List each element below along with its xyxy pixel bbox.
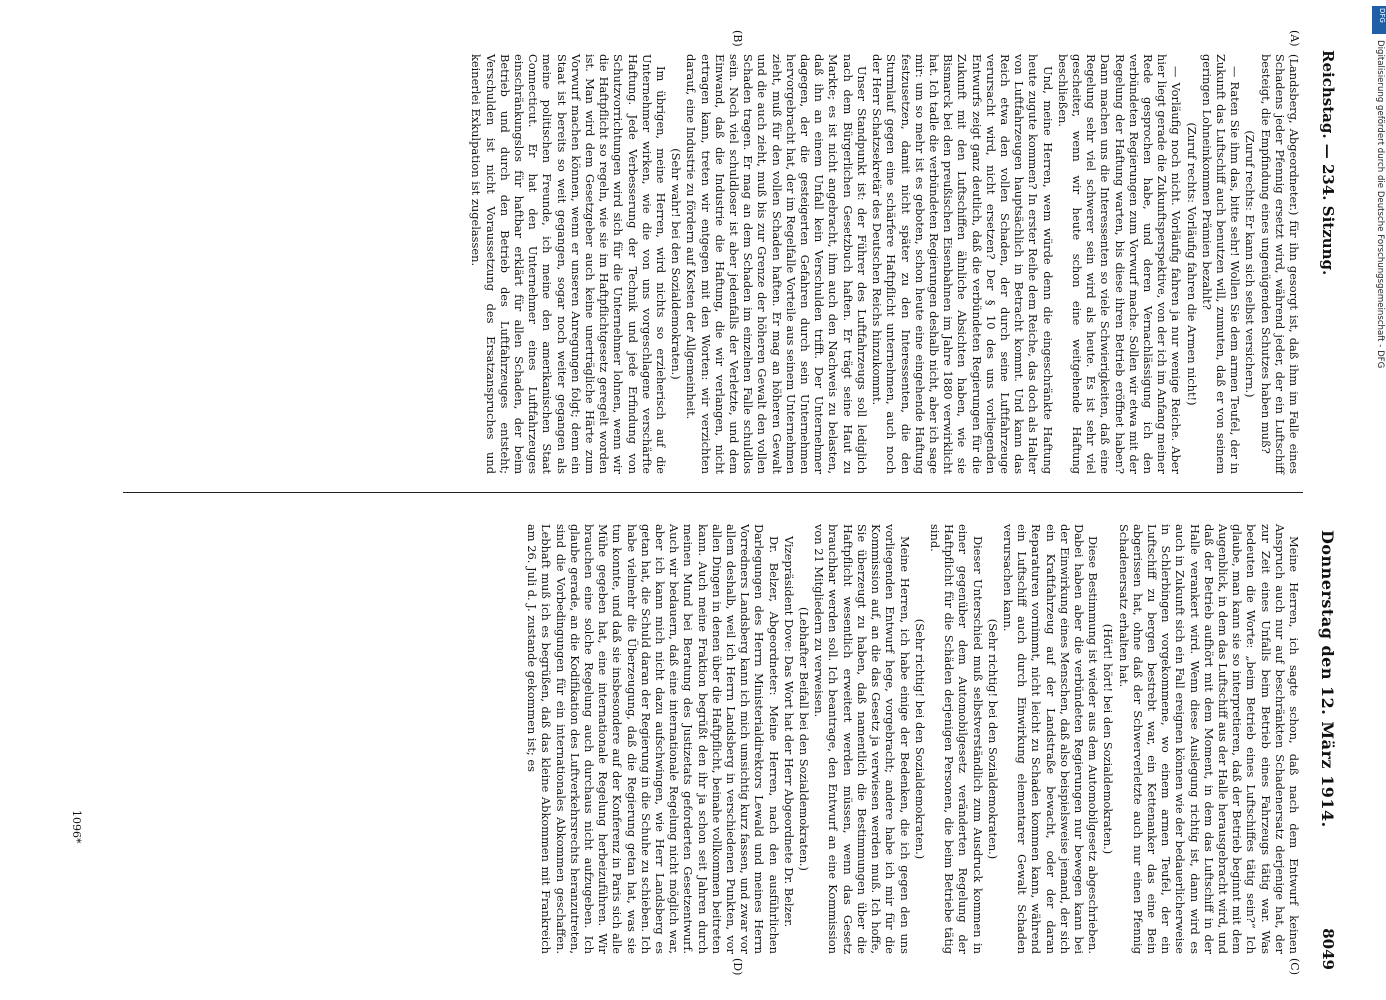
digitization-note xyxy=(1372,6,1386,726)
margin-mark-d: (D) xyxy=(731,958,744,976)
paragraph: — Vorläufig noch nicht. Vorläufig fahren ja nur wenige Reiche. Aber hier liegt gerade die Zukunftsperspektive, von der ich im Anfang meiner Rede gesprochen habe, und deren Vernachlässigung ich den verbündeten Regierungen zum Vorwurf mache. Sollen wir etwa mit der Regelung der Haftung warten, bis diese ihren Betrieb eröffnet haben? Dann machen uns die Interessenten so viele Schwierigkeiten, daß eine Regelung sehr viel schwerer sein wird als heute. Es ist sehr viel gescheiter, wenn wir heute schon eine weitgehende Haftung beschließen. xyxy=(1055,54,1184,474)
margin-mark-b: (B) xyxy=(731,30,744,47)
left-column xyxy=(83,54,1301,474)
right-column xyxy=(83,524,1301,954)
page-number: 8049 xyxy=(1319,928,1337,970)
interjection: (Zuruf rechts: Er kann sich selbst versichern.) xyxy=(1243,130,1258,398)
margin-mark-c: (C) xyxy=(1288,958,1301,975)
paragraph: Und, meine Herren, wem würde denn die eingeschränkte Haftung heute zugute kommen? In erster Reihe dem Reiche, das doch als Halter von Luftfahrzeugen hauptsächlich in Betracht kommt. Und kann das Reich etwa den vollen Schaden, der durch seine Luftfahrzeuge verursacht wird, nicht ersetzen? Der § 10 des uns vorliegenden Entwurfs zeigt ganz deutlich, daß die verbündeten Regierungen für die Zukunft mit den Luftschiffen ähnliche Absichten haben, wie sie Bismarck bei den preußischen Eisenbahnen im Jahre 1880 verwirklicht hat. Ich tadle die verbündeten Regierungen deshalb nicht, aber ich sage mir: um so mehr ist es geboten, schon heute eine eingehende Haftung festzusetzen, damit nicht später zu den Interessenten, die den Sturmlauf gegen eine schärfere Haftpflicht unternehmen, auch noch der Herr Schatzsekretär des Deutschen Reichs hinzukommt. xyxy=(870,54,1055,474)
paragraph: Diese Bestimmung ist wieder aus dem Automobilgesetz abgeschrieben. Dabei haben aber die verbündeten Regierungen nur bewegen kann bei der Einwirkung eines Menschen, daß also beispielsweise jemand, der sich ein Kraftfahrzeug auf der Landstraße bewacht, oder der daran Reparaturen vornimmt, nicht leicht zu Schaden kommen kann, während ein Luftschiff auch durch Einwirkung elementarer Gewalt Schaden verursachen kann. xyxy=(1000,524,1101,954)
paragraph: Unser Standpunkt ist: der Führer des Luftfahrzeugs soll lediglich nach dem Bürgerlichen Gesetzbuch haften. Er trägt seine Haut zu Markte; es ist nicht angebracht, ihm auch den Nachweis zu belasten, daß ihn an einem Unfall kein Verschulden trifft. Der Unternehmer dagegen, der die gesteigerten Gefahren durch sein Unternehmen hervorgebracht hat, der im Regelfalle Vorteile aus seinem Unternehmen zieht, muß für den vollen Schaden haften. Er mag an höheren Gewalt und die auch zieht, muß bis zur Grenze der höheren Gewalt den vollen Schaden tragen. Er mag an dem Schaden im einzelnen Falle schuldlos sein. Noch viel schuldloser ist aber jedenfalls der Verletzte, und dem Einwand, daß die Industrie die Haftung, die wir verlangen, nicht ertragen kann, treten wir entgegen mit den Worten: wir verzichten darauf, eine Industrie zu fördern auf Kosten der Allgemeinheit. xyxy=(684,54,869,474)
paragraph: Meine Herren, ich habe einige der Bedenken, die ich gegen den uns vorliegenden Entwurf hege, vorgebracht; andere habe ich mir für die Kommission auf, an die das Gesetz ja verwiesen werden muß. Ich hoffe, Sie überzeugt zu haben, daß namentlich die Bestimmungen über die Haftpflicht wesentlich erweitert werden müssen, wenn das Gesetz brauchbar werden soll. Ich beantrage, den Entwurf an eine Kommission von 21 Mitgliedern zu verweisen. xyxy=(812,524,912,954)
column-divider xyxy=(123,492,1303,493)
interjection: (Sehr richtig! bei den Sozialdemokraten.) xyxy=(985,618,1000,860)
paragraph: Dr. Belzer, Abgeordneter: Meine Herren, nach den ausführlichen Darlegungen des Herrn Ministerialdirektors Lewald und meines Herrn Vorredners Landsberg kann ich mich umsichtig kurz fassen, und zwar vor allem deshalb, weil ich Herrn Landsberg in verschiedenen Punkten, vor allen Dingen in denen über die Haftpflicht, beinahe vollkommen beitreten kann. Auch meine Fraktion begrüßt den ihr ja schon seit Jahren durch meinen Mund bei Beratung des Justizetats geforderten Gesetzentwurf. Auch wir bedauern, daß eine internationale Regelung nicht möglich war, aber ich kann mich nicht dazu aufschwingen, wie Herr Landsberg es getan hat, die Schuld daran der Regierung in die Schuhe zu schieben. Ich habe vielmehr die Überzeugung, daß die Regierung getan hat, was sie tun konnte, und daß sie insbesondere auf der Konferenz in Paris sich alle Mühe gegeben hat, eine internationale Regelung herbeizuführen. Wir brauchen eine solche Regelung auch durchaus nicht aufzugeben. Ich glaube gerade, an die Kodifikation des Luftverkehrsrechts heranzutreten, sind die Vorbedingungen für ein internationales Abkommen geschaffen. Lebhaft muß ich es begrüßen, daß das kleine Abkommen mit Frankreich am 26. Juli d. J. zustande gekommen ist; es xyxy=(525,524,781,954)
digitization-credit-text: Digitalisierung gefördert durch die Deutsche Forschungsgemeinschaft - DFG xyxy=(1375,40,1385,369)
margin-mark-a: (A) xyxy=(1288,30,1301,47)
header-date: Donnerstag den 12. März 1914. xyxy=(1318,530,1337,828)
paragraph: Dieser Unterschied muß selbstverständlich zum Ausdruck kommen in einer gegenüber dem Automobilgesetz veränderten Regelung der Haftpflicht für die Schäden derjenigen Personen, die beim Betriebe tätig sind. xyxy=(927,524,985,954)
paragraph: Vizepräsident Dove: Das Wort hat der Herr Abgeordnete Dr. Belzer. xyxy=(781,536,796,928)
page-footer-signature: 1096* xyxy=(70,810,83,844)
page-header xyxy=(1305,30,1339,970)
paragraph: — Raten Sie ihm das, bitte sehr! Wollen Sie dem armen Teufel, der in Zukunft das Luftschiff auch benutzen will, zumuten, daß er von seinem geringen Lohneinkommen Prämien bezahlt? xyxy=(1199,54,1243,474)
interjection: (Sehr richtig! bei den Sozialdemokraten.) xyxy=(912,618,927,860)
paragraph: Meine Herren, ich sagte schon, daß nach dem Entwurf keinen Anspruch auch nur auf beschränkten Schadenersatz derjenige hat, der zur Zeit eines Unfalls beim Betrieb eines Fahrzeugs tätig war. Was bedeuten die Worte: „beim Betrieb eines Luftschiffes tätig sein?“ Ich glaube, man kann sie so interpretieren, daß der Betrieb beginnt mit dem Augenblick, in dem das Luftschiff aus der Halle herausgebracht wird, und daß der Betrieb aufhört mit dem Moment, in dem das Luftschiff in der Halle verankert wird. Wenn diese Auslegung richtig ist, dann wird es auch in Zukunft sich ein Fall ereignen können wie der bedauerlicherweise in Schlerbingen vorgekommene, wo einem armen Teufel, der ein Luftschiff zu bergen bestrebt war, ein Kettenanker das eine Bein abgerissen hat, ohne daß der Schwerverletzte auch nur einen Pfennig Schadenersatz erhalten hat. xyxy=(1116,524,1301,954)
rotated-document-page xyxy=(59,30,1339,976)
interjection: (Lebhafter Beifall bei den Sozialdemokraten.) xyxy=(797,606,812,871)
dfg-logo: DFG xyxy=(1372,6,1386,34)
header-left-title: Reichstag. — 234. Sitzung. xyxy=(1319,50,1337,276)
interjection: (Hört! hört! bei den Sozialdemokraten.) xyxy=(1101,623,1116,855)
paragraph: Im übrigen, meine Herren, wird nichts so erzieherisch auf die Unternehmer wirken, wie die von uns vorgeschlagene verschärfte Haftung. Jede Verbesserung der Technik und jede Erfindung von Schutzvorrichtungen wird sich für die Unternehmer lohnen, wenn wir die Haftpflicht so regeln, wie sie im Haftpflichtgesetz geregelt worden ist. Man wird dem Gesetzgeber auch keine unerträgliche Härte zum Vorwurf machen können, wenn er unseren Anregungen folgt; denn ein Staat ist bereits so weit gegangen, sogar noch weiter gegangen als meine politischen Freunde, ich meine den amerikanischen Staat Connecticut. Er hat den Unternehmer eines Luftfahrzeuges einschränkungslos für haftbar erklärt für allen Schaden, der beim Betrieb und durch den Betrieb des Luftfahrzeuges entsteht; Verschulden ist nicht Voraussetzung des Ersatzanspruches und keinerlei Exkulpation ist zugelassen. xyxy=(469,54,669,474)
interjection: (Zuruf rechts: Vorläufig fahren die Armen nicht!) xyxy=(1184,122,1199,406)
interjection: (Sehr wahr! bei den Sozialdemokraten.) xyxy=(669,148,684,380)
paragraph: (Landsberg, Abgeordneter.) für ihn gesorgt ist, daß ihm im Falle eines Schadens jeder Pfennig ersetzt wird, während jeder, der ein Luftschiff besteigt, die Empfindung eines ungenügenden Schutzes haben muß? xyxy=(1258,54,1301,474)
